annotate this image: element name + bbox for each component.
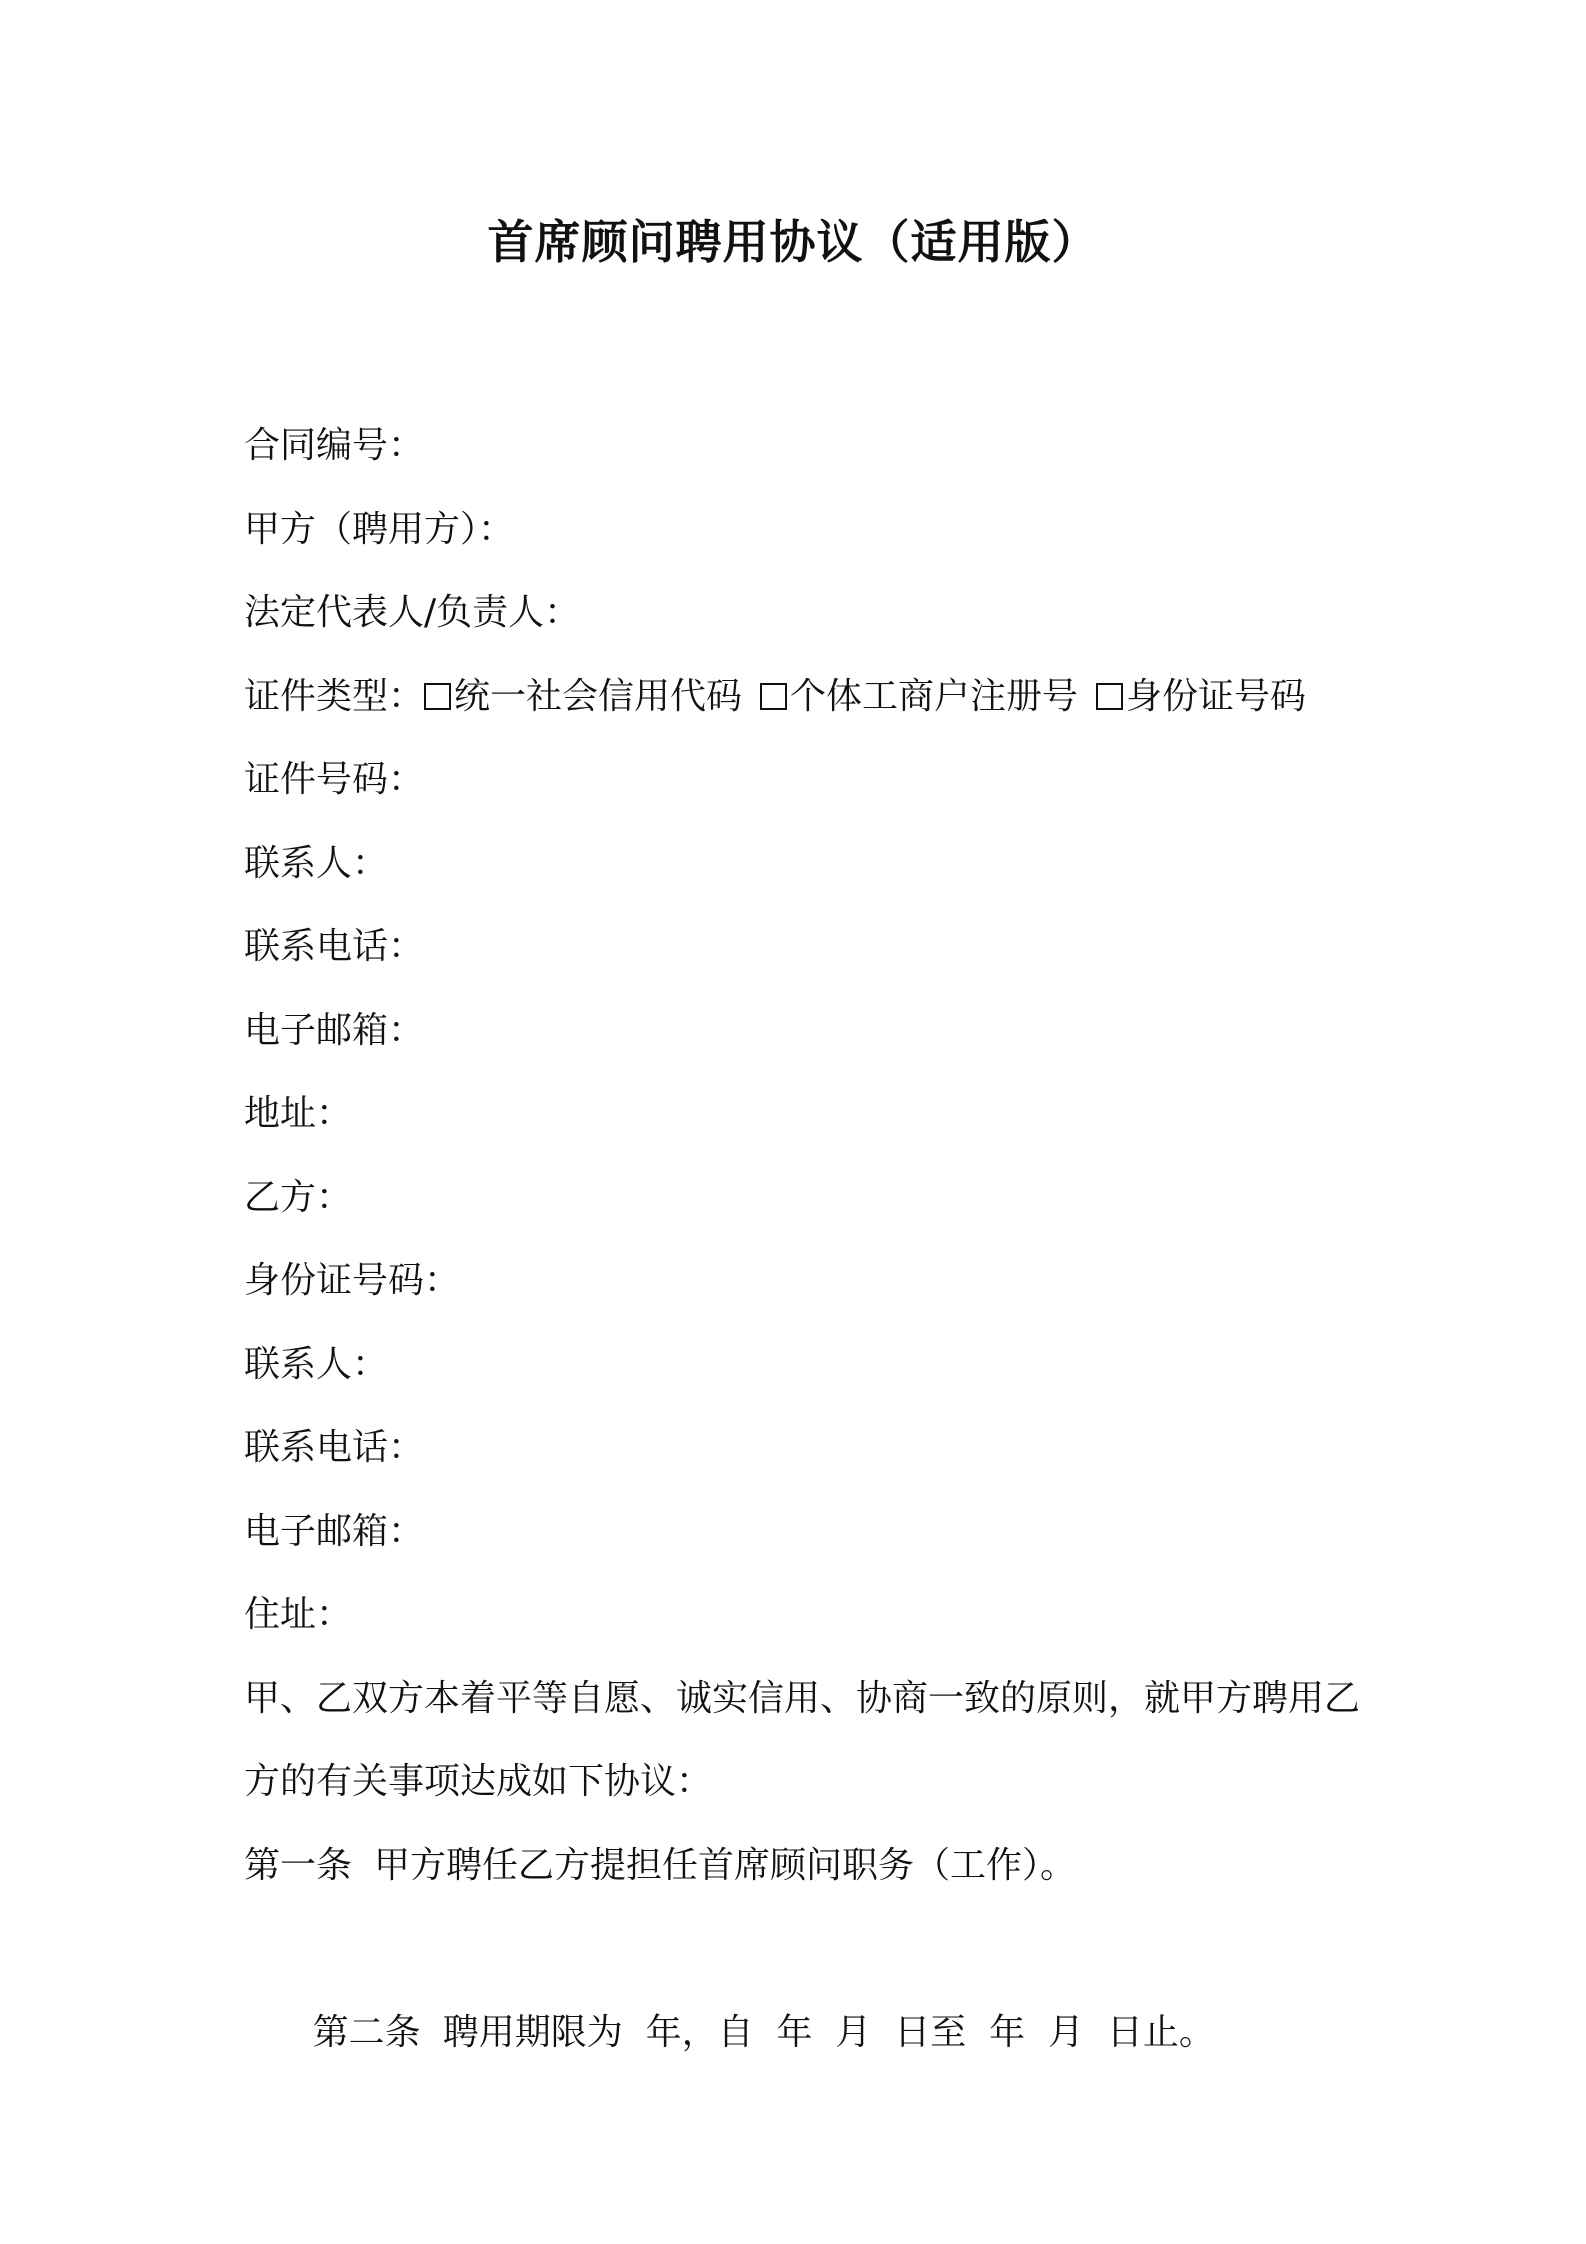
legal-representative-label: 法定代表人/负责人： [244,592,581,633]
id-type-label: 证件类型： [244,675,425,717]
document-body [244,404,1374,2053]
checkbox-icon[interactable] [760,683,787,710]
article-1-number: 第一条 [244,1844,353,1886]
checkbox-icon[interactable] [424,683,451,710]
party-a-contact-label: 联系人： [244,842,389,884]
party-b-id-number-label: 身份证号码： [244,1260,461,1301]
party-b-phone-label: 联系电话： [244,1427,425,1468]
article-1-text: 甲方聘任乙方提担任首席顾问职务（工作）。 [374,1844,1077,1886]
party-b-label: 乙方： [244,1176,353,1218]
party-a-email-label: 电子邮箱： [244,1009,425,1051]
checkbox-icon[interactable] [1096,683,1123,710]
party-b-address-label: 住址： [244,1594,353,1635]
party-a-label: 甲方（聘用方）： [244,508,515,550]
id-type-option-label: 个体工商户注册号 [790,675,1079,717]
party-b-contact-label: 联系人： [244,1343,389,1385]
document-title: 首席顾问聘用协议（适用版） [487,215,1099,269]
party-b-email-label: 电子邮箱： [244,1510,425,1552]
id-type-option-label: 统一社会信用代码 [454,675,743,717]
article-2-number: 第二条 [312,2011,421,2053]
article-2-text: 聘用期限为 年，自 年 月 日至 年 月 日止。 [442,2011,1215,2053]
intro-paragraph: 甲、乙双方本着平等自愿、诚实信用、协商一致的原则，就甲方聘用乙方的有关事项达成如下协议： [244,1677,1361,1802]
id-type-row [244,655,1374,739]
id-type-option-label: 身份证号码 [1126,675,1307,717]
id-type-option-id-card[interactable] [1096,676,1306,717]
contract-number-label: 合同编号： [244,425,425,466]
id-type-option-business-registration[interactable] [760,676,1078,717]
id-type-option-credit-code[interactable] [424,676,742,717]
article-2 [244,1907,1374,2053]
party-a-address-label: 地址： [244,1093,353,1134]
party-a-phone-label: 联系电话： [244,926,425,967]
id-number-label: 证件号码： [244,759,425,800]
article-1 [244,1824,1374,1908]
